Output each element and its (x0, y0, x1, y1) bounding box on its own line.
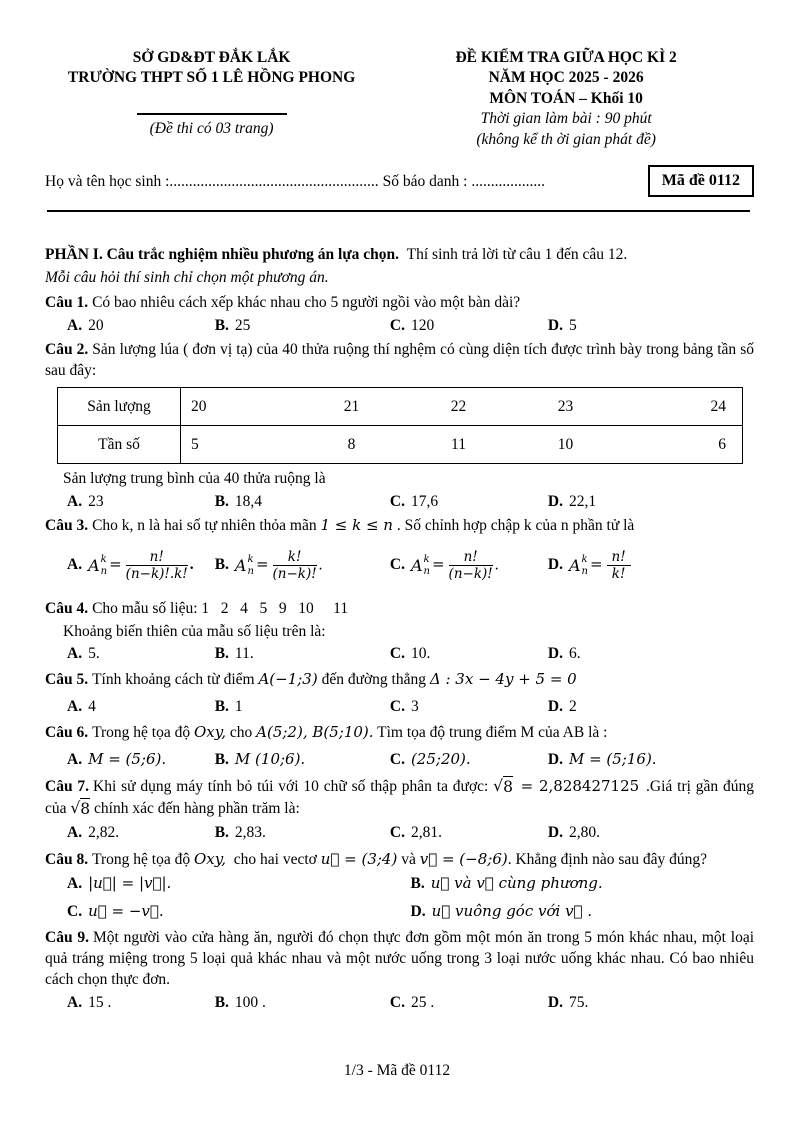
vector-v-formula: v⃗ = (−8;6) (419, 849, 508, 868)
line-equation: Δ : 3x − 4y + 5 = 0 (429, 669, 577, 688)
option-a: A. 20 (67, 317, 104, 335)
option-b: B. 25 (214, 317, 251, 335)
option-b: B. M (10;6). (214, 750, 306, 769)
issuer-block (45, 48, 378, 150)
page-footer: 1/3 - Mã đề 0112 (343, 1062, 451, 1079)
points-formula: A(5;2), B(5;10). (256, 723, 374, 742)
pages-note: (Đề thi có 03 trang) (149, 119, 274, 137)
question-4 (45, 598, 754, 664)
question-8-options (45, 873, 754, 922)
sqrt-8-formula: √ 8 (70, 798, 90, 820)
duration: Thời gian làm bài : 90 phút (480, 110, 652, 128)
student-name-field: Họ và tên học sinh :...................................................... (45, 172, 379, 190)
point-formula: A(−1;3) (258, 669, 318, 688)
option-a: A. A k n = $\frac{n!}{(n-k)!.k!}$ . (67, 549, 194, 583)
question-4-options (45, 643, 754, 664)
subject-grade: MÔN TOÁN – Khối 10 (489, 89, 643, 107)
frequency-table (57, 387, 743, 464)
student-info-row (45, 165, 754, 197)
vector-u-formula: u⃗ = (3;4) (320, 849, 398, 868)
question-subtext: Khoảng biến thiên của mẫu số liệu trên là: (63, 622, 326, 640)
option-c: C. 120 (389, 317, 435, 335)
option-b: B. 18,4 (214, 492, 263, 510)
table-row: Sản lượng 20 21 22 23 24 (58, 388, 743, 426)
option-a: A. 23 (67, 492, 104, 510)
question-subtext: Sản lượng trung bình của 40 thửa ruộng là (63, 470, 326, 488)
option-c: C. (25;20). (389, 750, 471, 769)
fraction: $\frac{n!}{(n-k)!.k!}$ (125, 549, 188, 583)
question-label: Câu 9. (45, 928, 89, 946)
option-b: B. A k n = $\frac{k!}{(n-k)!}$ . (214, 549, 323, 583)
option-c: C. 17,6 (389, 492, 439, 510)
student-id-field: Số báo danh : ................... (382, 172, 545, 190)
section-heading (45, 244, 754, 265)
option-a: A. 2,82. (67, 824, 120, 842)
exam-info-block (378, 48, 754, 150)
option-c: C. u⃗ = −v⃗. (67, 901, 164, 920)
exam-title: ĐỀ KIỂM TRA GIỮA HỌC KÌ 2 (455, 49, 677, 66)
section-instruction: Thí sinh trả lời từ câu 1 đến câu 12. (403, 246, 628, 264)
question-text: Sản lượng lúa ( đơn vị tạ) của 40 thửa ruộng thí nghệm có cùng diện tích được trình bày trong bảng tần số sau đây: (45, 341, 754, 380)
question-label: Câu 6. (45, 724, 89, 742)
data-list: Cho mẫu số liệu: 1 2 4 5 9 10 11 (92, 599, 349, 617)
option-c: C. A k n = $\frac{n!}{(n-k)!}$ . (389, 549, 499, 583)
question-label: Câu 3. (45, 516, 89, 534)
option-a: A. 15 . (67, 993, 112, 1011)
option-c: C. 3 (389, 698, 419, 716)
option-b: B. 11. (214, 644, 254, 662)
question-3-options (45, 541, 754, 591)
question-1-options (45, 315, 754, 336)
question-label: Câu 8. (45, 850, 89, 868)
question-2 (45, 339, 754, 511)
option-d: D. 22,1 (547, 492, 597, 510)
option-b: B. 2,83. (214, 824, 266, 842)
question-6: Câu 6. Trong hệ tọa độ Oxy, cho A(5;2), B(5;10). Tìm tọa độ trung điểm M của AB là : A. M = (5;6). B. M (10;6). C. (25;20). D. M = (5;16). (45, 722, 754, 770)
arrangement-symbol: A k n (568, 554, 588, 577)
option-d: D. 6. (547, 644, 581, 662)
school-name: TRƯỜNG THPT SỐ 1 LÊ HỒNG PHONG (67, 69, 356, 87)
question-label: Câu 4. (45, 599, 89, 617)
question-2-options (45, 491, 754, 512)
question-label: Câu 5. (45, 670, 89, 688)
part-1-section (45, 244, 754, 288)
sqrt-8-formula: √ 8 (493, 776, 513, 798)
question-7-options (45, 822, 754, 843)
question-text: Có bao nhiêu cách xếp khác nhau cho 5 người ngồi vào một bàn dài? (92, 294, 521, 312)
question-7: Câu 7. Khi sử dụng máy tính bỏ túi với 10 chữ số thập phân ta được: √ 8 = 2,828427125 .Giá trị gần đúng của √ 8 chính xác đến hàng phần trăm là: A. 2,82. B. 2,83. C. 2,81. D. 2,80. (45, 776, 754, 843)
school-year: NĂM HỌC 2025 - 2026 (488, 69, 644, 87)
option-b: B. u⃗ và v⃗ cùng phương. (410, 873, 603, 892)
exam-code-box: Mã đề 0112 (648, 165, 754, 197)
option-a: A. 4 (67, 698, 96, 716)
option-d: D. u⃗ vuông góc với v⃗ . (410, 901, 593, 920)
question-3: Câu 3. Cho k, n là hai số tự nhiên thỏa mãn 1 ≤ k ≤ n . Số chỉnh hợp chập k của n phần tử là A. A k n = $\frac{n!}{(n-k)!.k!}$ . B. A k n = $\frac{k!}{(n-k)!}$ . C. A k n = $\frac{n!}{(n-k)!}$ . D. A k n = $\frac{n!}{k!}$ (45, 515, 754, 591)
oxy-symbol: Oxy, (193, 723, 226, 742)
option-c: C. 10. (389, 644, 431, 662)
option-d: D. 5 (547, 317, 577, 335)
option-d: D. 2,80. (547, 824, 600, 842)
fraction: $\frac{k!}{(n-k)!}$ (272, 549, 317, 583)
option-a: A. M = (5;6). (67, 750, 167, 769)
duration-note: (không kể th ời gian phát đề) (476, 130, 656, 148)
header-divider (47, 210, 750, 212)
arrangement-symbol: A k n (88, 554, 108, 577)
oxy-symbol: Oxy, (193, 849, 226, 868)
option-b: B. 100 . (214, 993, 266, 1011)
header-underline (137, 113, 287, 115)
question-1 (45, 292, 754, 336)
section-note: Mỗi câu hỏi thí sinh chỉ chọn một phương án. (45, 269, 329, 287)
fraction: $\frac{n!}{k!}$ (607, 549, 631, 582)
question-label: Câu 2. (45, 341, 89, 359)
question-9 (45, 927, 754, 1013)
question-5-options (45, 696, 754, 717)
question-label: Câu 7. (45, 778, 90, 796)
option-a: A. |u⃗| = |v⃗|. (67, 873, 172, 892)
question-9-options (45, 992, 754, 1013)
department-name: SỞ GD&ĐT ĐẮK LẮK (132, 49, 291, 66)
question-8: Câu 8. Trong hệ tọa độ Oxy, cho hai vectơ u⃗ = (3;4) và v⃗ = (−8;6). Khẳng định nào sau đây đúng? A. |u⃗| = |v⃗|. B. u⃗ và v⃗ cùng phương. C. u⃗ = −v⃗. D. u⃗ vuông góc với v⃗ . (45, 849, 754, 922)
option-d: D. 75. (547, 993, 589, 1011)
question-text: Một người vào cửa hàng ăn, người đó chọn thực đơn gồm một món ăn trong 5 món khác nhau, một loại quả tráng miệng trong 5 loại quả khác nhau và một nước uống trong 3 loại nước uống khác nhau. Có bao nhiêu cách chọn thực đơn. (45, 928, 754, 988)
fraction: $\frac{n!}{(n-k)!}$ (448, 549, 493, 583)
option-d: D. A k n = $\frac{n!}{k!}$ (548, 549, 754, 582)
option-d: D. 2 (547, 698, 577, 716)
option-b: B. 1 (214, 698, 243, 716)
exam-header (45, 48, 754, 150)
question-5: Câu 5. Tính khoảng cách từ điểm A(−1;3) đến đường thẳng Δ : 3x − 4y + 5 = 0 A. 4 B. 1 C. 3 D. 2 (45, 669, 754, 717)
section-title: PHẦN I. Câu trắc nghiệm nhiều phương án lựa chọn. (45, 246, 400, 264)
inequality-formula: 1 ≤ k ≤ n (320, 515, 393, 534)
option-a: A. 5. (67, 644, 100, 662)
arrangement-symbol: A k n (234, 554, 254, 577)
option-d: D. M = (5;16). (547, 750, 657, 769)
question-6-options (45, 749, 754, 770)
table-row: Tần số 5 8 11 10 6 (58, 426, 743, 464)
option-c: C. 25 . (389, 993, 435, 1011)
question-label: Câu 1. (45, 294, 89, 312)
option-c: C. 2,81. (389, 824, 442, 842)
arrangement-symbol: A k n (410, 554, 430, 577)
